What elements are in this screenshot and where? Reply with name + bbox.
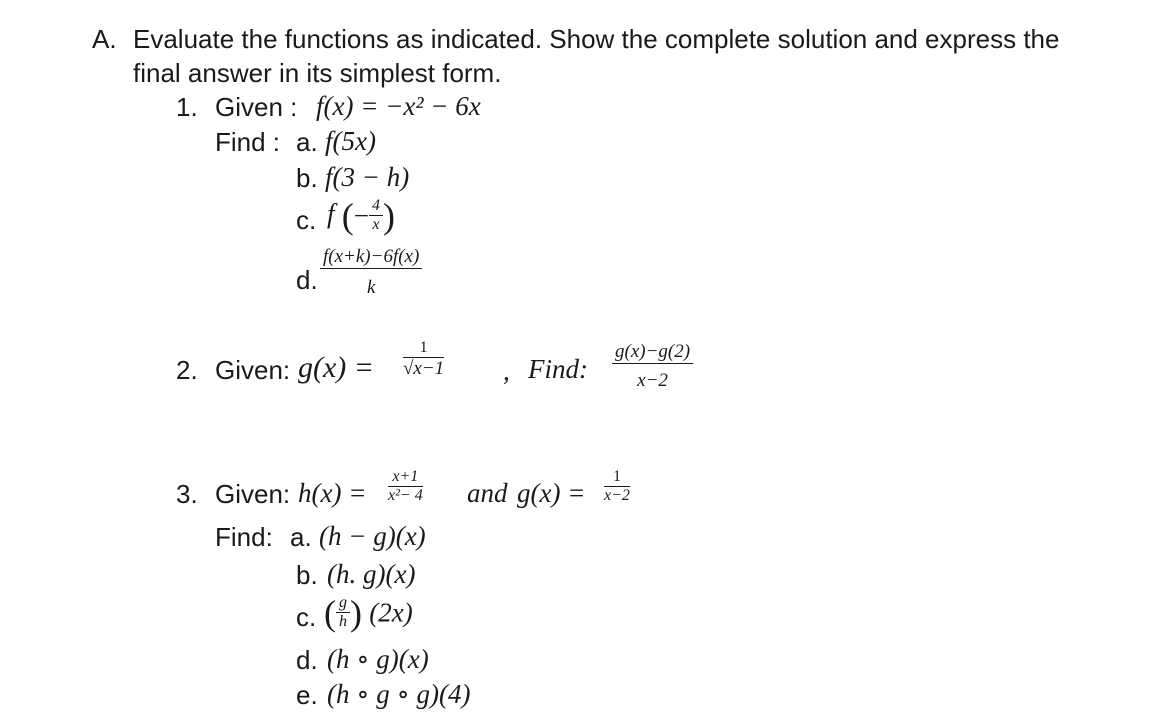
problem-3-g-lhs: g(x) = [517,478,586,508]
problem-3b-expr: (h. g)(x) [327,559,416,589]
problem-1c-minus: − [353,200,369,231]
problem-1b-label: b. [296,163,318,193]
problem-3d-label: d. [296,645,318,675]
problem-3c-numerator: g [336,594,350,613]
problem-3e-label: e. [296,680,318,710]
problem-3d-expr: (h ∘ g)(x) [327,644,429,674]
problem-3-h-fraction [388,468,423,505]
section-label: A. [92,24,117,54]
problem-1b-expr: f(3 − h) [325,162,410,192]
problem-2-find-label: Find: [528,354,588,384]
problem-3-number: 3. [176,479,198,509]
problem-2-lhs: g(x) = [298,351,375,384]
problem-1d-numerator: f(x+k)−6f(x) [320,246,422,269]
problem-1-given-expr: f(x) = −x² − 6x [316,91,481,121]
problem-3e-expr: (h ∘ g ∘ g)(4) [327,679,471,709]
problem-3-given-label: Given: [215,479,291,509]
problem-3-h-numerator: x+1 [388,468,423,487]
problem-1c-numerator: 4 [369,197,383,216]
problem-1d-label: d. [296,265,318,295]
problem-1d-denominator: k [366,277,376,298]
problem-1c-denominator: x [372,216,380,233]
problem-1-given-label: Given : [215,92,298,122]
problem-1d-fraction [320,246,422,299]
problem-1-find-label: Find : [215,127,281,157]
problem-3c-fraction [336,594,350,631]
problem-2-comma: , [503,356,510,386]
instruction-line-1: Evaluate the functions as indicated. Show the complete solution and express the [133,24,1060,54]
problem-3c-label: c. [296,602,317,632]
problem-3a-expr: (h − g)(x) [319,521,426,551]
problem-2-find-denominator: x−2 [637,370,668,391]
problem-1c-fraction [369,197,383,234]
problem-3c-expr: ( $\frac{g}{h}$ ) (2x) [324,592,413,633]
problem-1a-expr: f(5x) [325,126,376,156]
problem-3c-denominator: h [339,613,347,630]
problem-2-find-fraction [612,341,693,392]
problem-1c-expr: f (− $\frac{4}{x}$ ) [327,195,395,236]
problem-2-number: 2. [176,355,198,385]
problem-1c-fn: f [327,198,335,229]
problem-3-and: and [467,478,508,508]
instruction-line-2: final answer in its simplest form. [133,58,502,88]
problem-1-number: 1. [176,92,198,122]
problem-3-g-numerator: 1 [604,468,630,487]
problem-3-h-denominator: x²− 4 [388,487,423,504]
problem-3c-arg: (2x) [369,597,413,628]
problem-1c-label: c. [296,205,317,235]
problem-3-g-denominator: x−2 [604,487,630,504]
problem-2-rhs-fraction [403,339,444,380]
problem-3a-label: a. [290,522,312,552]
problem-1a-label: a. [296,127,318,157]
problem-2-given-label: Given: [215,355,291,385]
problem-3-g-fraction [604,468,630,505]
problem-2-find-numerator: g(x)−g(2) [612,341,693,364]
problem-2-rhs-denominator: √x−1 [403,358,445,379]
problem-3-find-label: Find: [215,522,273,552]
problem-2-rhs-numerator: 1 [403,339,444,358]
problem-3b-label: b. [296,560,318,590]
problem-3-h-lhs: h(x) = [298,478,367,508]
